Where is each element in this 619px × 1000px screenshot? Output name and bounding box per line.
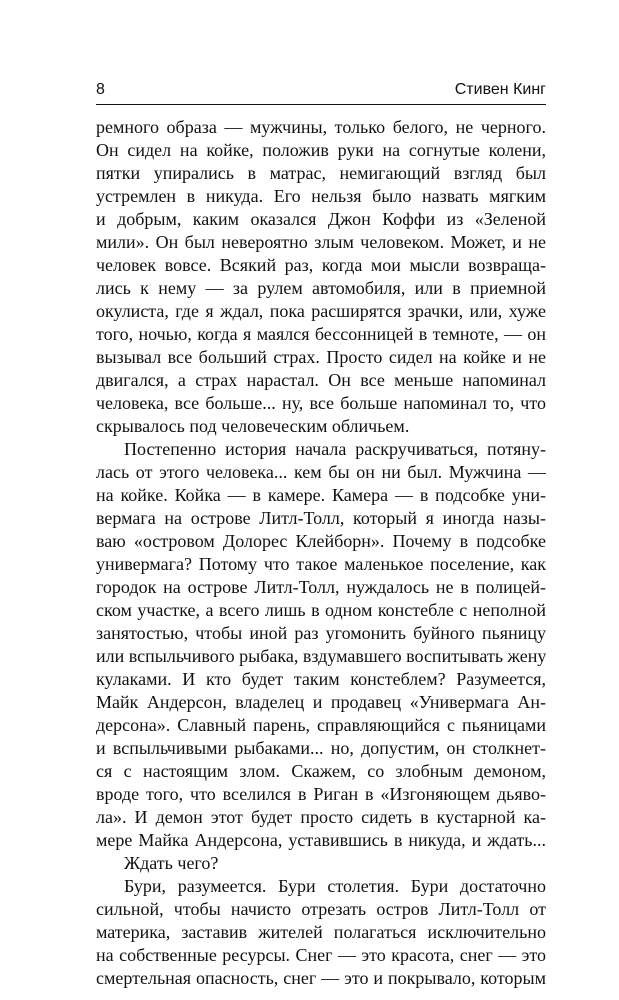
text-line: вроде того, что вселился в Риган в «Изгоняющем дьяво- <box>96 784 546 804</box>
text-line: или вспыльчивого рыбака, вздумавшего воспитывать жену <box>96 646 546 666</box>
text-line: вермага на острове Литл-Толл, который я иногда назы- <box>96 508 546 528</box>
text-line: двигался, а страх нарастал. Он все меньше напоминал <box>96 370 546 390</box>
text-line: универмага? Потому что такое маленькое поселение, как <box>96 554 546 574</box>
text-line: вызывал все больший страх. Просто сидел на койке и не <box>96 347 546 367</box>
text-line: того, ночью, когда я маялся бессонницей в темноте, — он <box>96 324 546 344</box>
text-line: занятостью, чтобы иной раз угомонить буйного пьяницу <box>96 623 546 643</box>
text-line: ся с настоящим злом. Скажем, со злобным демоном, <box>96 761 546 781</box>
text-line: на койке. Койка — в камере. Камера — в подсобке уни- <box>96 485 546 505</box>
header-rule <box>96 104 546 105</box>
text-line: и вспыльчивыми рыбаками... но, допустим, он столкнет- <box>96 738 546 758</box>
text-line: устремлен в никуда. Его нельзя было назвать мягким <box>96 186 546 206</box>
text-line: Майк Андерсон, владелец и продавец «Универмага Ан- <box>96 692 546 712</box>
text-line: сильной, чтобы начисто отрезать остров Литл-Толл от <box>96 899 546 919</box>
text-line: и добрым, каким оказался Джон Коффи из «Зеленой <box>96 209 546 229</box>
text-line: лись к нему — за рулем автомобиля, или в приемной <box>96 278 546 298</box>
text-line: ремного образа — мужчины, только белого, не черного. <box>96 117 546 137</box>
text-line: мере Майка Андерсона, уставившись в никуда, и ждать... <box>96 830 546 850</box>
text-line: на собственные ресурсы. Снег — это красота, снег — это <box>96 945 546 965</box>
text-line: пятки упирались в матрас, немигающий взгляд был <box>96 163 546 183</box>
page-number: 8 <box>96 81 105 98</box>
body-text <box>96 116 546 990</box>
text-line-paragraph-start: Постепенно история начала раскручиваться, потяну- <box>124 439 546 459</box>
text-line: дерсона». Славный парень, справляющийся с пьяницами <box>96 715 546 735</box>
text-line: человек вовсе. Всякий раз, когда мои мысли возвраща- <box>96 255 546 275</box>
text-line: лась от этого человека... кем бы он ни был. Мужчина — <box>96 462 546 482</box>
text-line: окулиста, где я ждал, пока расширятся зрачки, или, хуже <box>96 301 546 321</box>
text-line: ла». И демон этот будет просто сидеть в кустарной ка- <box>96 807 546 827</box>
text-line: ваю «островом Долорес Клейборн». Почему в подсобке <box>96 531 546 551</box>
page-header <box>96 76 546 104</box>
text-line-paragraph: Ждать чего? <box>124 853 219 873</box>
text-line: ском участке, а всего лишь в одном констебле с неполной <box>96 600 546 620</box>
text-line-paragraph-start: Бури, разумеется. Бури столетия. Бури достаточно <box>124 876 546 896</box>
text-line: Он сидел на койке, положив руки на согнутые колени, <box>96 140 546 160</box>
text-line-paragraph-end: скрывалось под человеческим обличьем. <box>96 416 410 436</box>
text-line: материка, заставив жителей полагаться исключительно <box>96 922 546 942</box>
text-line: человека, все больше... ну, все больше напоминал то, что <box>96 393 546 413</box>
text-line: кулаками. И кто будет таким констеблем? Разумеется, <box>96 669 546 689</box>
running-head-author: Стивен Кинг <box>454 81 546 98</box>
text-line: смертельная опасность, снег — это и покрывало, которым <box>96 968 546 988</box>
text-line: мили». Он был невероятно злым человеком. Может, и не <box>96 232 546 252</box>
text-line: городок на острове Литл-Толл, нуждалось не в полицей- <box>96 577 546 597</box>
